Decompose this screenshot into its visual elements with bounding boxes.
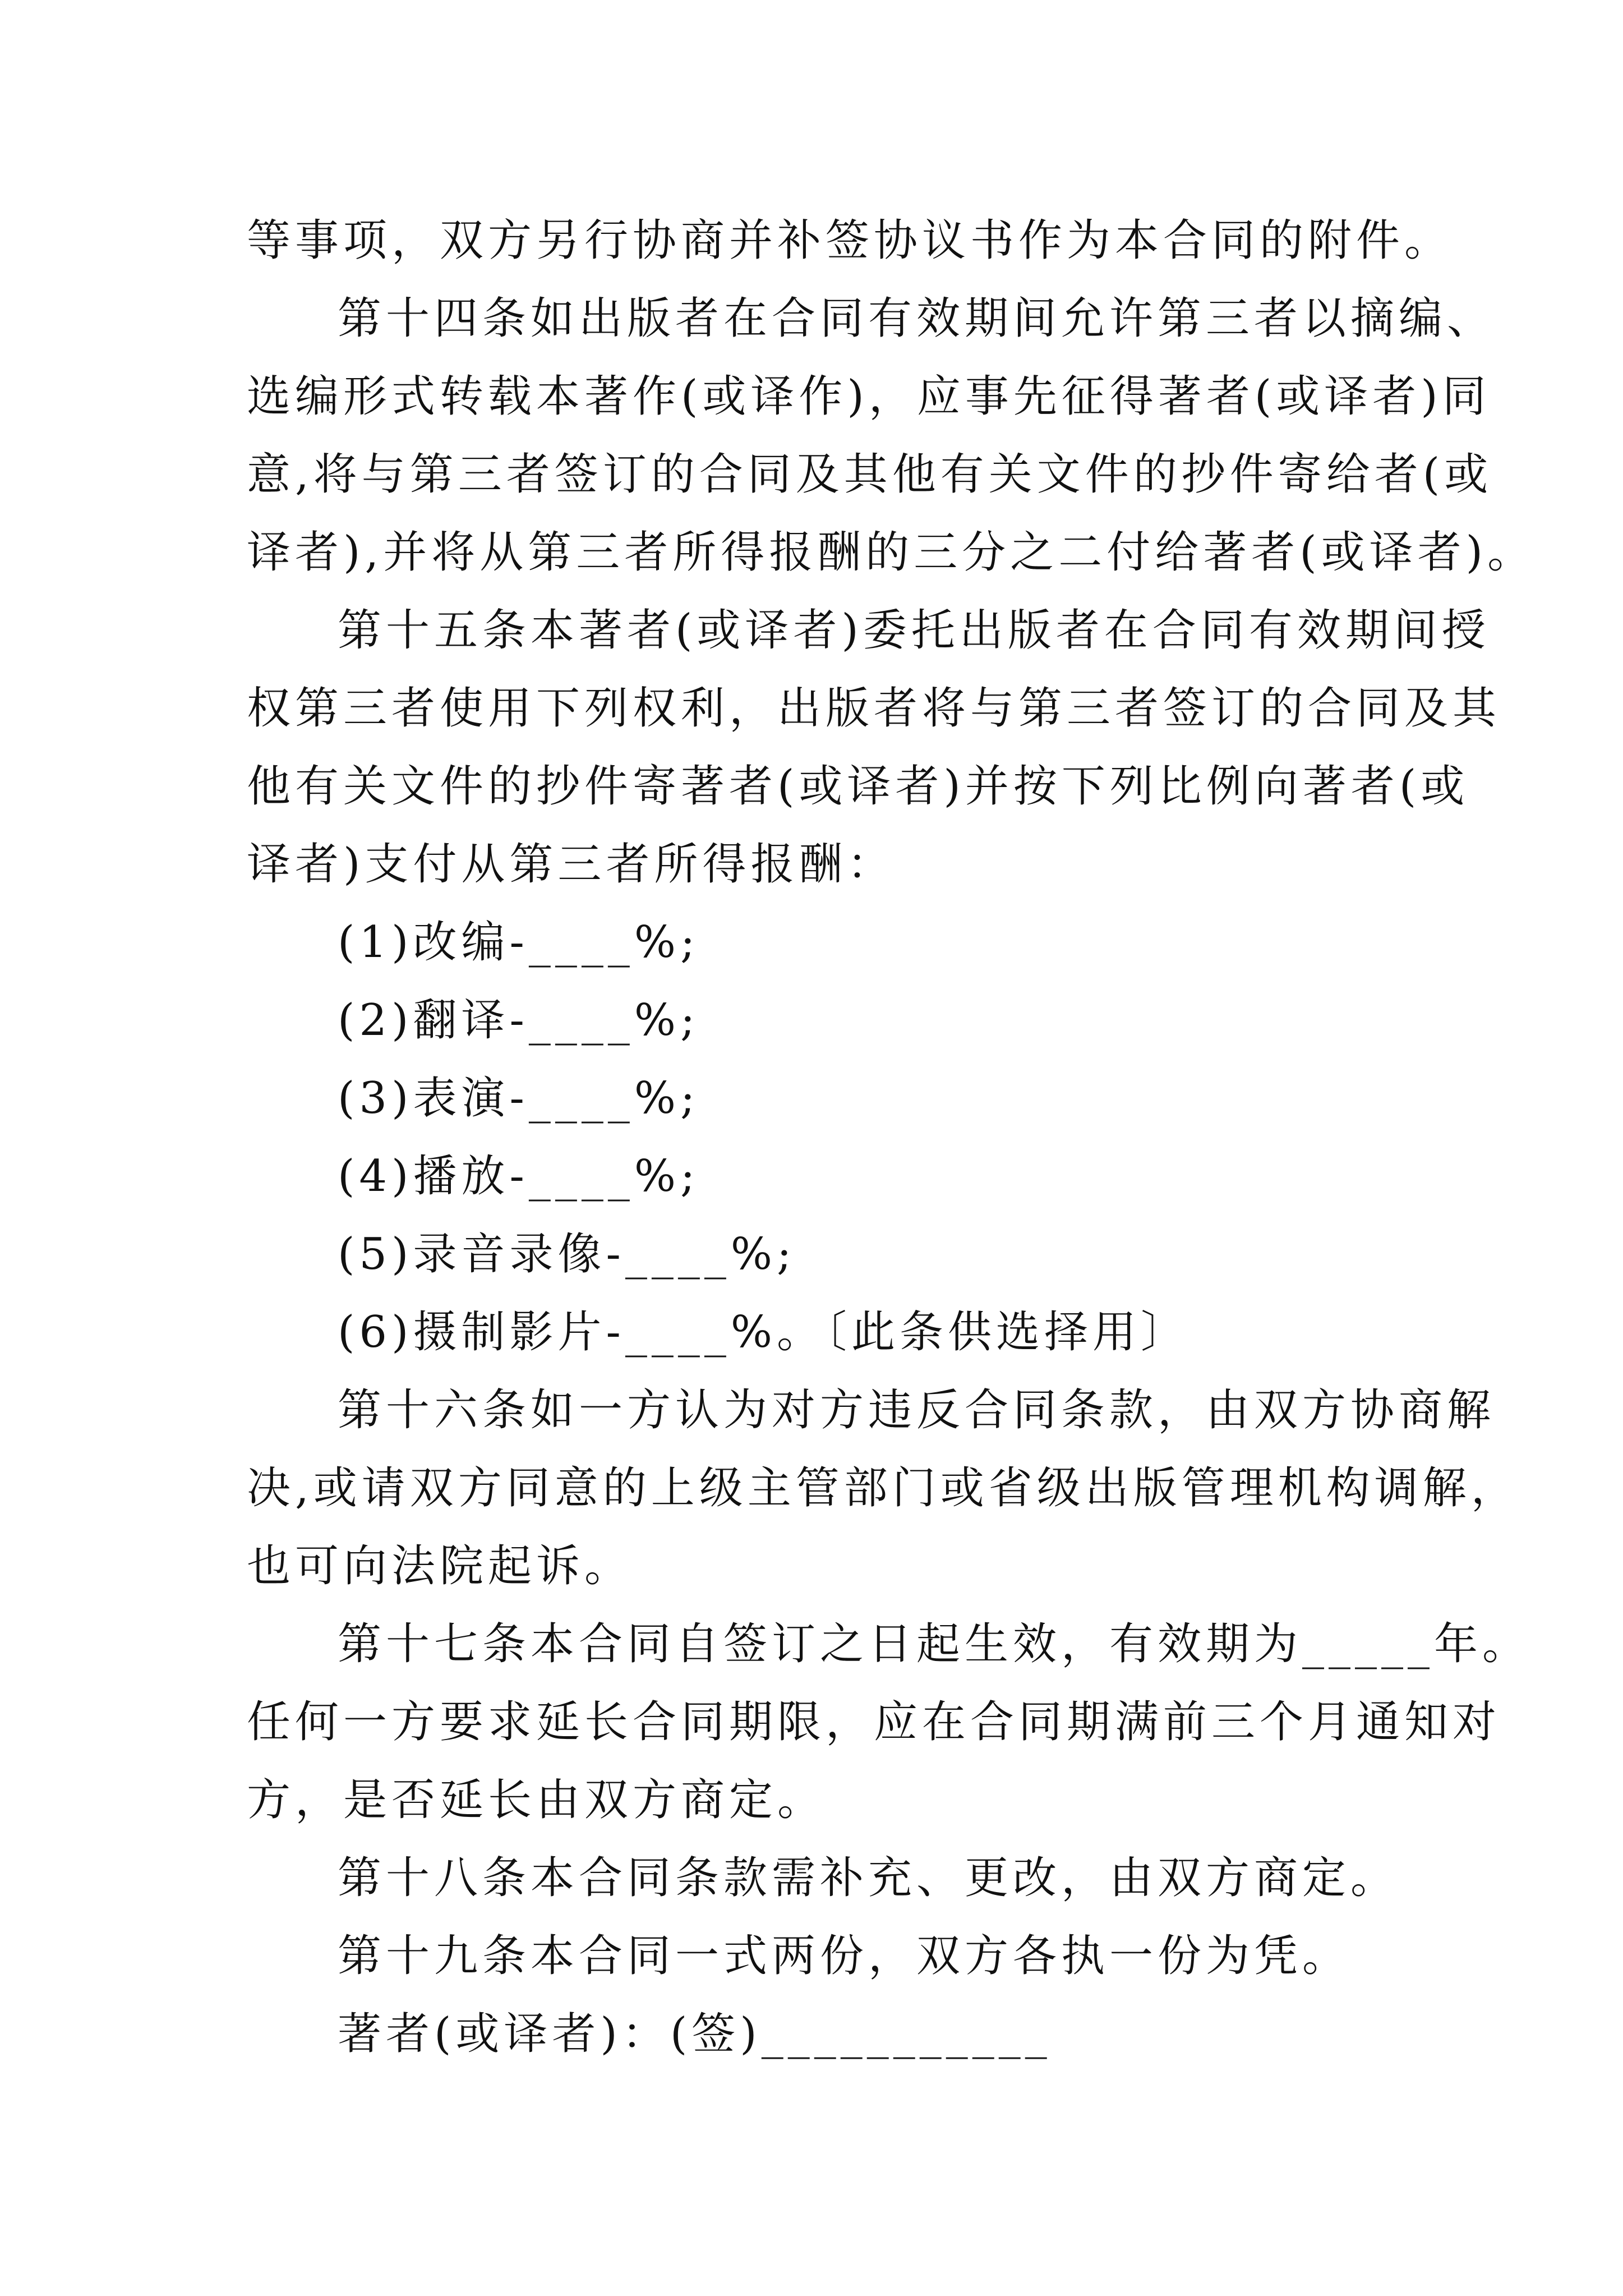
signature-line: 著者(或译者)：(签)___________ [338,2009,1052,2059]
clause-15-line: 权第三者使用下列权利，出版者将与第三者签订的合同及其 [247,683,1501,734]
clause-17-line: 第十七条本合同自签订之日起生效，有效期为_____年。 [338,1619,1531,1669]
clause-17-line: 方，是否延长由双方商定。 [247,1775,826,1825]
clause-16-line: 决,或请双方同意的上级主管部门或省级出版管理机构调解， [247,1463,1519,1513]
clause-14-line: 意,将与第三者签订的合同及其他有关文件的抄件寄给者(或 [247,449,1493,500]
list-item: (3)表演-____%; [338,1073,700,1124]
clause-15-line: 第十五条本著者(或译者)委托出版者在合同有效期间授 [338,605,1490,656]
list-item: (1)改编-____%; [338,917,700,968]
text-line: 等事项，双方另行协商并补签协议书作为本合同的附件。 [247,215,1453,266]
list-item: (4)播放-____%; [338,1151,700,1202]
clause-16-line: 也可向法院起诉。 [247,1541,633,1591]
list-item: (5)录音录像-____%; [338,1229,796,1280]
clause-14-line: 译者),并将从第三者所得报酬的三分之二付给著者(或译者)。 [247,527,1536,578]
clause-15-line: 他有关文件的抄件寄著者(或译者)并按下列比例向著者(或 [247,761,1469,812]
clause-14-line: 选编形式转载本著作(或译作)，应事先征得著者(或译者)同 [247,371,1491,422]
list-item: (6)摄制影片-____%。〔此条供选择用〕 [338,1307,1189,1358]
clause-16-line: 第十六条如一方认为对方违反合同条款，由双方协商解 [338,1385,1496,1435]
clause-17-line: 任何一方要求延长合同期限，应在合同期满前三个月通知对 [247,1697,1501,1747]
clause-19-line: 第十九条本合同一式两份，双方各执一份为凭。 [338,1931,1351,1981]
list-item: (2)翻译-____%; [338,995,700,1046]
document-body [247,202,1536,2073]
clause-14-line: 第十四条如出版者在合同有效期间允许第三者以摘编、 [338,293,1496,344]
clause-15-line: 译者)支付从第三者所得报酬： [247,839,896,890]
clause-18-line: 第十八条本合同条款需补充、更改，由双方商定。 [338,1853,1399,1903]
